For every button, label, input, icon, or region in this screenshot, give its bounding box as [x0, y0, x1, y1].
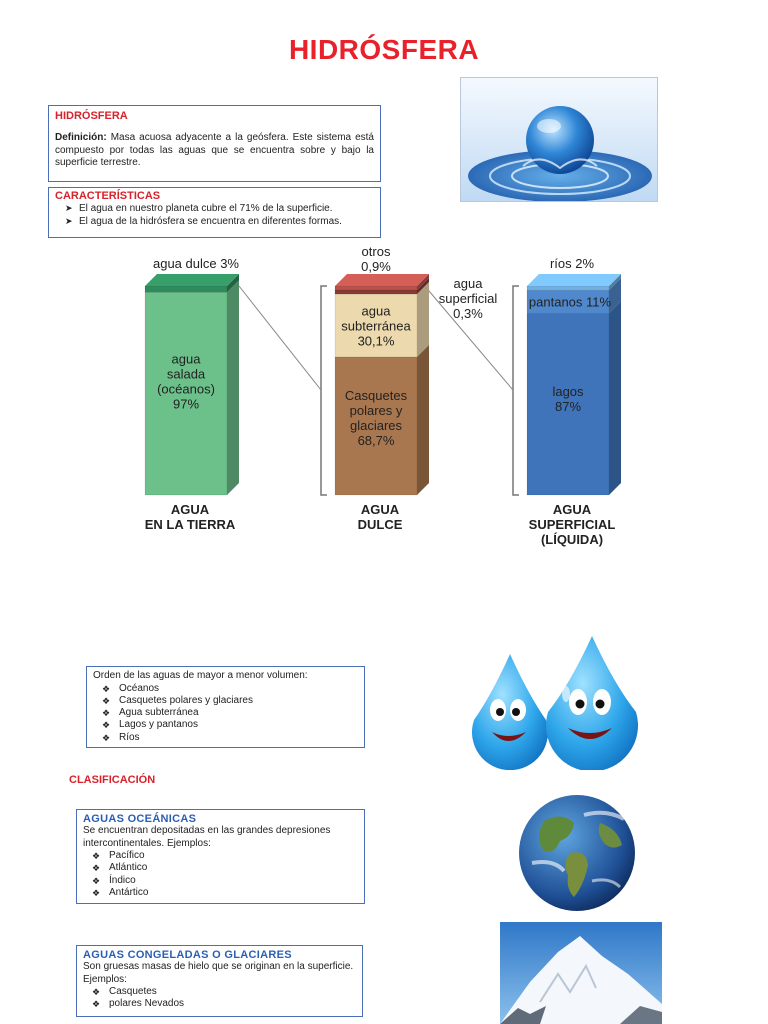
data-label: Casquetes polares y glaciares 68,7% — [344, 387, 408, 448]
list-item: ❖ Pacífico — [83, 850, 358, 862]
water-splash-image — [460, 77, 658, 202]
glaciers-box — [76, 945, 363, 1017]
glaciers-heading: AGUAS CONGELADAS O GLACIARES — [83, 949, 292, 961]
bar-segment-side — [227, 280, 239, 495]
bracket — [513, 286, 519, 495]
earth-image — [514, 793, 640, 913]
category-label: AGUA EN LA TIERRA — [144, 502, 236, 532]
list-item: ➤ El agua en nuestro planeta cubre el 71% de la superficie. — [55, 202, 374, 215]
glaciers-text: Son gruesas masas de hielo que se originan en la superficie. Ejemplos: — [83, 961, 354, 985]
definition-heading: HIDRÓSFERA — [55, 110, 128, 122]
bar-segment-side — [609, 301, 621, 495]
order-box — [86, 666, 365, 748]
characteristics-heading: CARACTERÍSTICAS — [55, 190, 161, 202]
snowy-mountain-icon — [500, 922, 662, 1024]
bar-segment — [527, 286, 609, 290]
water-splash-globe-icon — [461, 78, 658, 202]
earth-globe-icon — [514, 793, 640, 913]
category-label: AGUA SUPERFICIAL (LÍQUIDA) — [528, 502, 616, 547]
connector-line — [239, 286, 321, 390]
list-item: ❖ Ríos — [93, 732, 358, 744]
bar-top-face — [145, 274, 239, 286]
definition-text: Masa acuosa adyacente a la geósfera. Este sistema está compuesto por todas las aguas que se encuentra sobre y bajo la superficie terrestre. — [55, 132, 374, 168]
list-item: ❖ Índico — [83, 875, 358, 887]
list-item: ❖ polares Nevados — [83, 998, 356, 1010]
data-label: lagos 87% — [552, 384, 584, 415]
characteristics-list — [55, 202, 374, 228]
water-distribution-chart — [130, 240, 640, 555]
data-label: ríos 2% — [549, 256, 595, 271]
characteristics-box — [48, 187, 381, 238]
bar-segment — [145, 286, 227, 292]
list-item: ❖ Agua subterránea — [93, 707, 358, 719]
oceanic-list — [83, 850, 358, 899]
bar-segment-side — [417, 282, 429, 357]
oceanic-waters-box — [76, 809, 365, 904]
bar-segment — [335, 286, 417, 290]
list-item: ❖ Océanos — [93, 683, 358, 695]
category-label: AGUA DULCE — [357, 502, 403, 532]
bar-segment — [335, 290, 417, 294]
order-intro: Orden de las aguas de mayor a menor volumen: — [93, 670, 308, 681]
definition-label: Definición: — [55, 132, 107, 143]
smiling-water-drops-icon — [462, 632, 642, 770]
classification-heading: CLASIFICACIÓN — [69, 774, 156, 786]
list-item: ❖ Lagos y pantanos — [93, 719, 358, 731]
data-label: pantanos 11% — [528, 294, 612, 310]
list-item: ➤ El agua de la hidrósfera se encuentra en diferentes formas. — [55, 215, 374, 228]
oceanic-heading: AGUAS OCEÁNICAS — [83, 813, 197, 825]
list-item: ❖ Atlántico — [83, 862, 358, 874]
data-label: agua superficial 0,3% — [438, 276, 498, 321]
bracket — [321, 286, 327, 495]
chart-svg — [130, 240, 640, 555]
order-list — [93, 683, 358, 744]
water-drops-illustration — [462, 632, 642, 770]
data-label: agua salada (océanos) 97% — [157, 351, 215, 412]
definition-text-block — [55, 132, 374, 170]
data-label: otros 0,9% — [361, 244, 391, 274]
list-item: ❖ Casquetes polares y glaciares — [93, 695, 358, 707]
bar-segment-side — [417, 345, 429, 495]
bar-top-face — [527, 274, 621, 286]
glacier-mountain-image — [500, 922, 662, 1024]
data-label: agua subterránea 30,1% — [341, 303, 411, 349]
page-title: HIDRÓSFERA — [288, 34, 480, 65]
glaciers-list — [83, 986, 356, 1011]
data-label: agua dulce 3% — [152, 256, 240, 271]
bar-top-face — [335, 274, 429, 286]
oceanic-text: Se encuentran depositadas en las grandes depresiones intercontinentales. Ejemplos: — [83, 825, 331, 849]
list-item: ❖ Antártico — [83, 887, 358, 899]
definition-box — [48, 105, 381, 182]
list-item: ❖ Casquetes — [83, 986, 356, 998]
